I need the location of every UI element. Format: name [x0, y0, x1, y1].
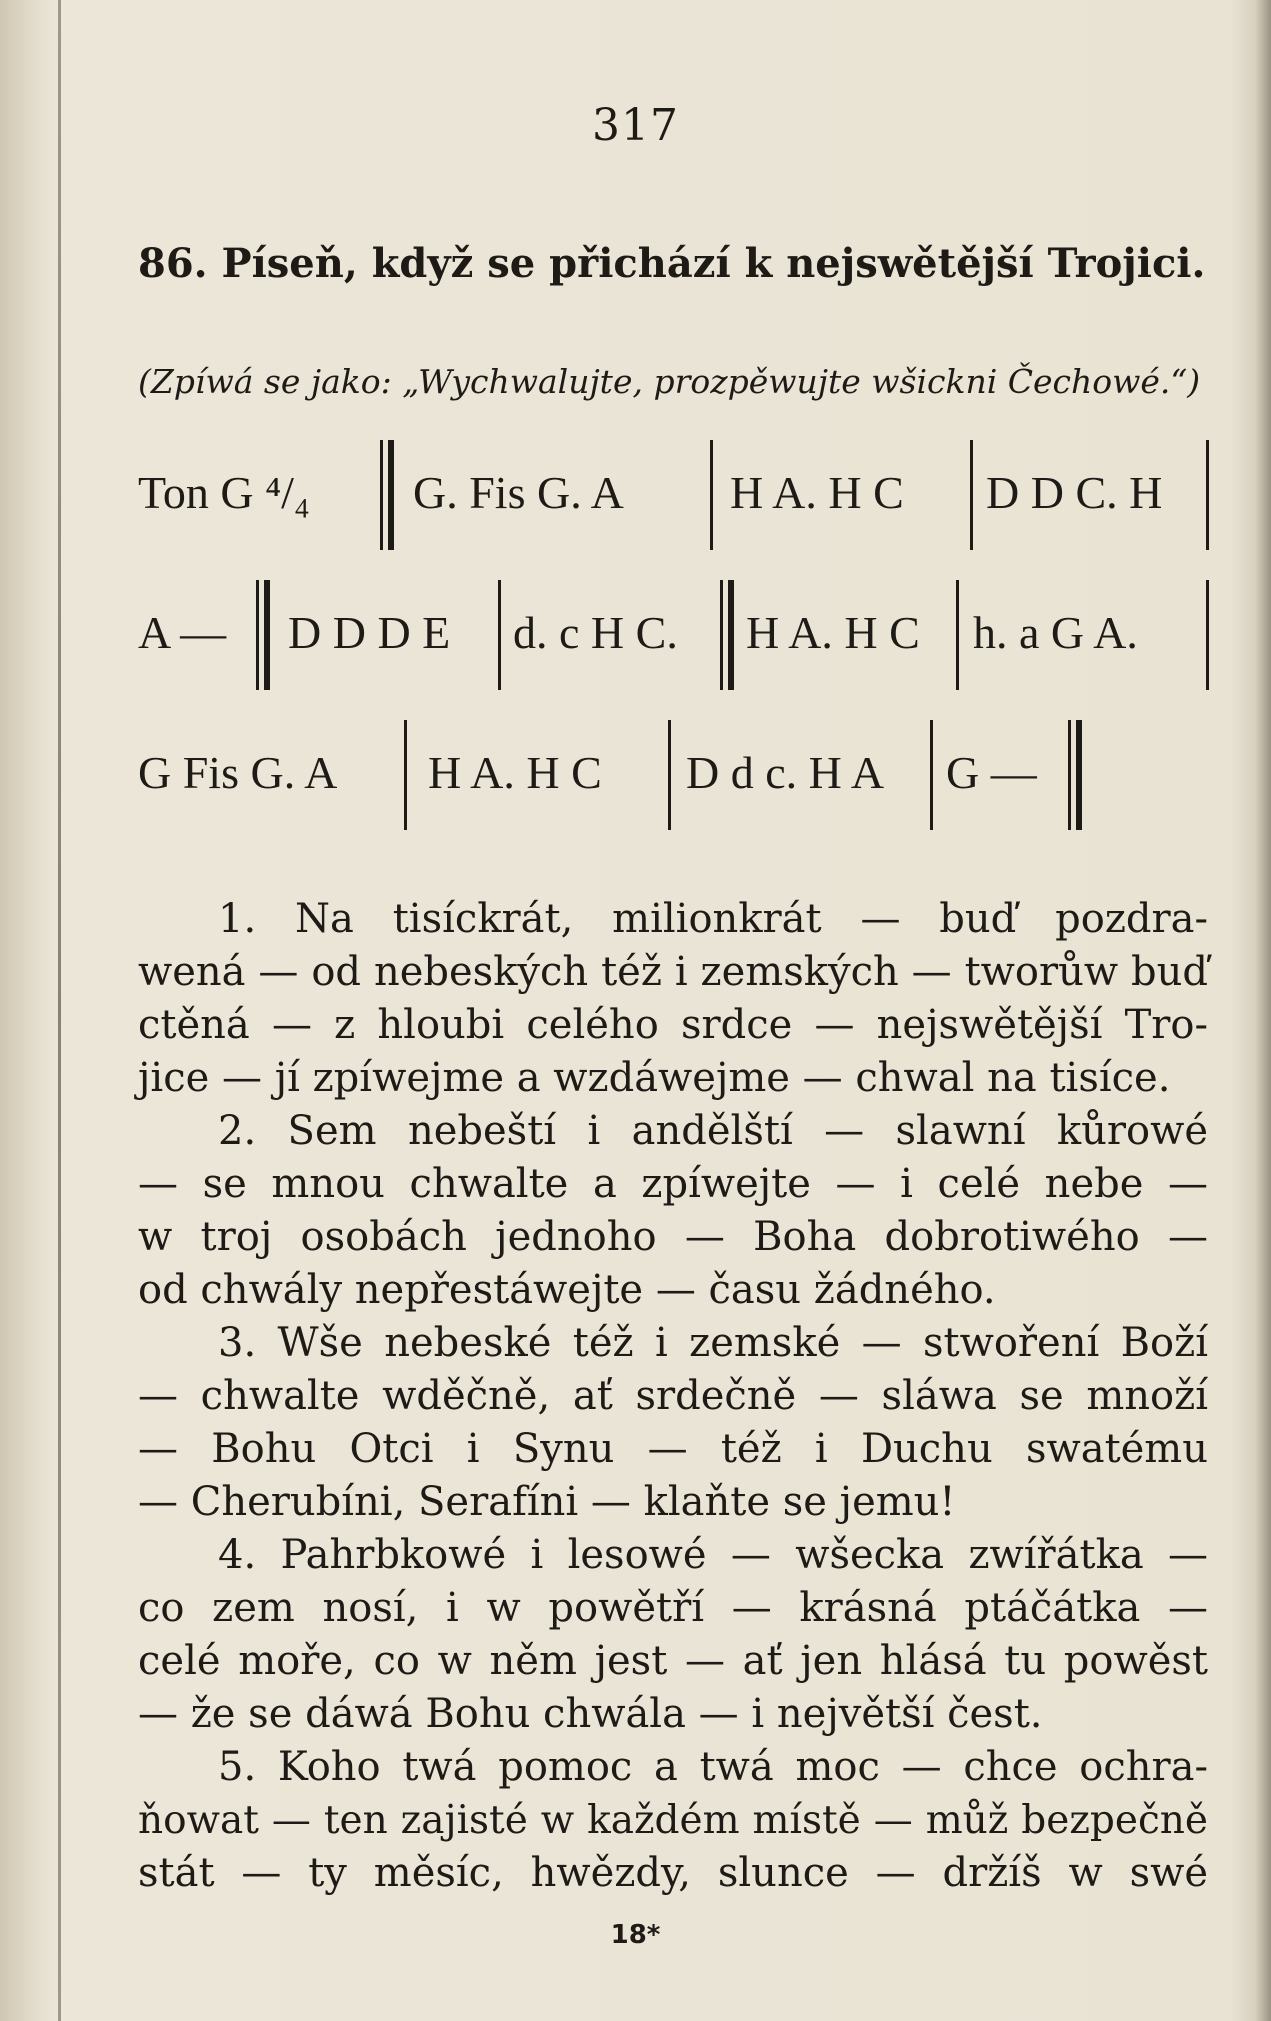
music-cell: H A. H C	[746, 607, 920, 658]
verse-line: — Cherubíni, Serafíni — klaňte se jemu!	[138, 1479, 956, 1525]
barline	[710, 440, 713, 550]
verse-line: wená — od nebeských též i zemských — tworůw buď	[138, 949, 1208, 995]
verse-line: ctěná — z hloubi celého srdce — nejswětější Tro-	[138, 1002, 1208, 1048]
barline	[498, 580, 501, 690]
music-cell: h. a G A.	[973, 607, 1138, 658]
music-cell: d. c H C.	[513, 607, 678, 658]
verse-2	[138, 1105, 1208, 1317]
final-barline	[1068, 720, 1082, 830]
hymn-tune-note: (Zpíwá se jako: „Wychwalujte, prozpěwujte wšickni Čechowé.“)	[138, 362, 1201, 401]
verse-line: ňowat — ten zajisté w každém místě — můž bezpečně	[138, 1798, 1208, 1843]
barline	[970, 440, 973, 550]
verse-line: — chwalte wděčně, ať srdečně — sláwa se množí	[138, 1373, 1208, 1419]
double-barline	[256, 580, 270, 690]
double-barline	[720, 580, 734, 690]
verse-line: 1. Na tisíckrát, milionkrát — buď pozdra-	[218, 896, 1208, 942]
double-barline	[380, 440, 394, 550]
verse-line: 3. Wše nebeské též i zemské — stwoření Boží	[218, 1320, 1208, 1366]
music-cell: G —	[946, 747, 1037, 798]
verse-line: — se mnou chwalte a zpíwejte — i celé nebe —	[138, 1161, 1208, 1207]
hymn-title: 86. Píseň, když se přichází k nejswětější Trojici.	[138, 240, 1206, 287]
barline	[404, 720, 407, 830]
barline	[668, 720, 671, 830]
verse-line: stát — ty měsíc, hwězdy, slunce — držíš w swé	[138, 1850, 1208, 1896]
verse-line: od chwály nepřestáwejte — času žádného.	[138, 1267, 996, 1313]
barline	[956, 580, 959, 690]
printer-signature-mark: 18*	[610, 1920, 661, 1950]
music-cell: Ton G ⁴/₄	[138, 467, 310, 518]
verse-1	[138, 893, 1208, 1105]
music-cell: H A. H C	[730, 467, 904, 518]
verse-line: — Bohu Otci i Synu — též i Duchu swatému	[138, 1426, 1208, 1472]
verse-4	[138, 1529, 1208, 1741]
music-cell: H A. H C	[428, 747, 602, 798]
verse-3	[138, 1317, 1208, 1529]
music-line-3	[138, 720, 1218, 830]
music-cell: D D D E	[288, 607, 451, 658]
barline	[1206, 440, 1209, 550]
music-cell: D D C. H	[986, 467, 1163, 518]
page-number: 317	[592, 100, 679, 151]
verse-line: jice — jí zpíwejme a wzdáwejme — chwal na tisíce.	[138, 1055, 1171, 1101]
verse-line: celé moře, co w něm jest — ať jen hlásá tu powěst	[138, 1638, 1208, 1684]
verse-line: 4. Pahrbkowé i lesowé — wšecka zwířátka —	[218, 1532, 1208, 1578]
verse-line: 2. Sem nebeští i andělští — slawní kůrowé	[218, 1108, 1208, 1154]
barline	[930, 720, 933, 830]
music-cell: D d c. H A	[686, 747, 885, 798]
binding-gutter	[58, 0, 61, 2021]
music-cell: G Fis G. A	[138, 747, 338, 798]
verse-line: — že se dáwá Bohu chwála — i největší čest.	[138, 1691, 1043, 1737]
barline	[1206, 580, 1209, 690]
verse-line: w troj osobách jednoho — Boha dobrotiwého —	[138, 1214, 1208, 1260]
verse-line: 5. Koho twá pomoc a twá moc — chce ochra-	[218, 1744, 1208, 1790]
verse-line: co zem nosí, i w powětří — krásná ptáčátka —	[138, 1585, 1208, 1631]
music-cell: A —	[138, 607, 227, 658]
music-line-2	[138, 580, 1218, 690]
music-cell: G. Fis G. A	[413, 467, 624, 518]
verse-5	[138, 1741, 1208, 1900]
music-line-1	[138, 440, 1218, 550]
